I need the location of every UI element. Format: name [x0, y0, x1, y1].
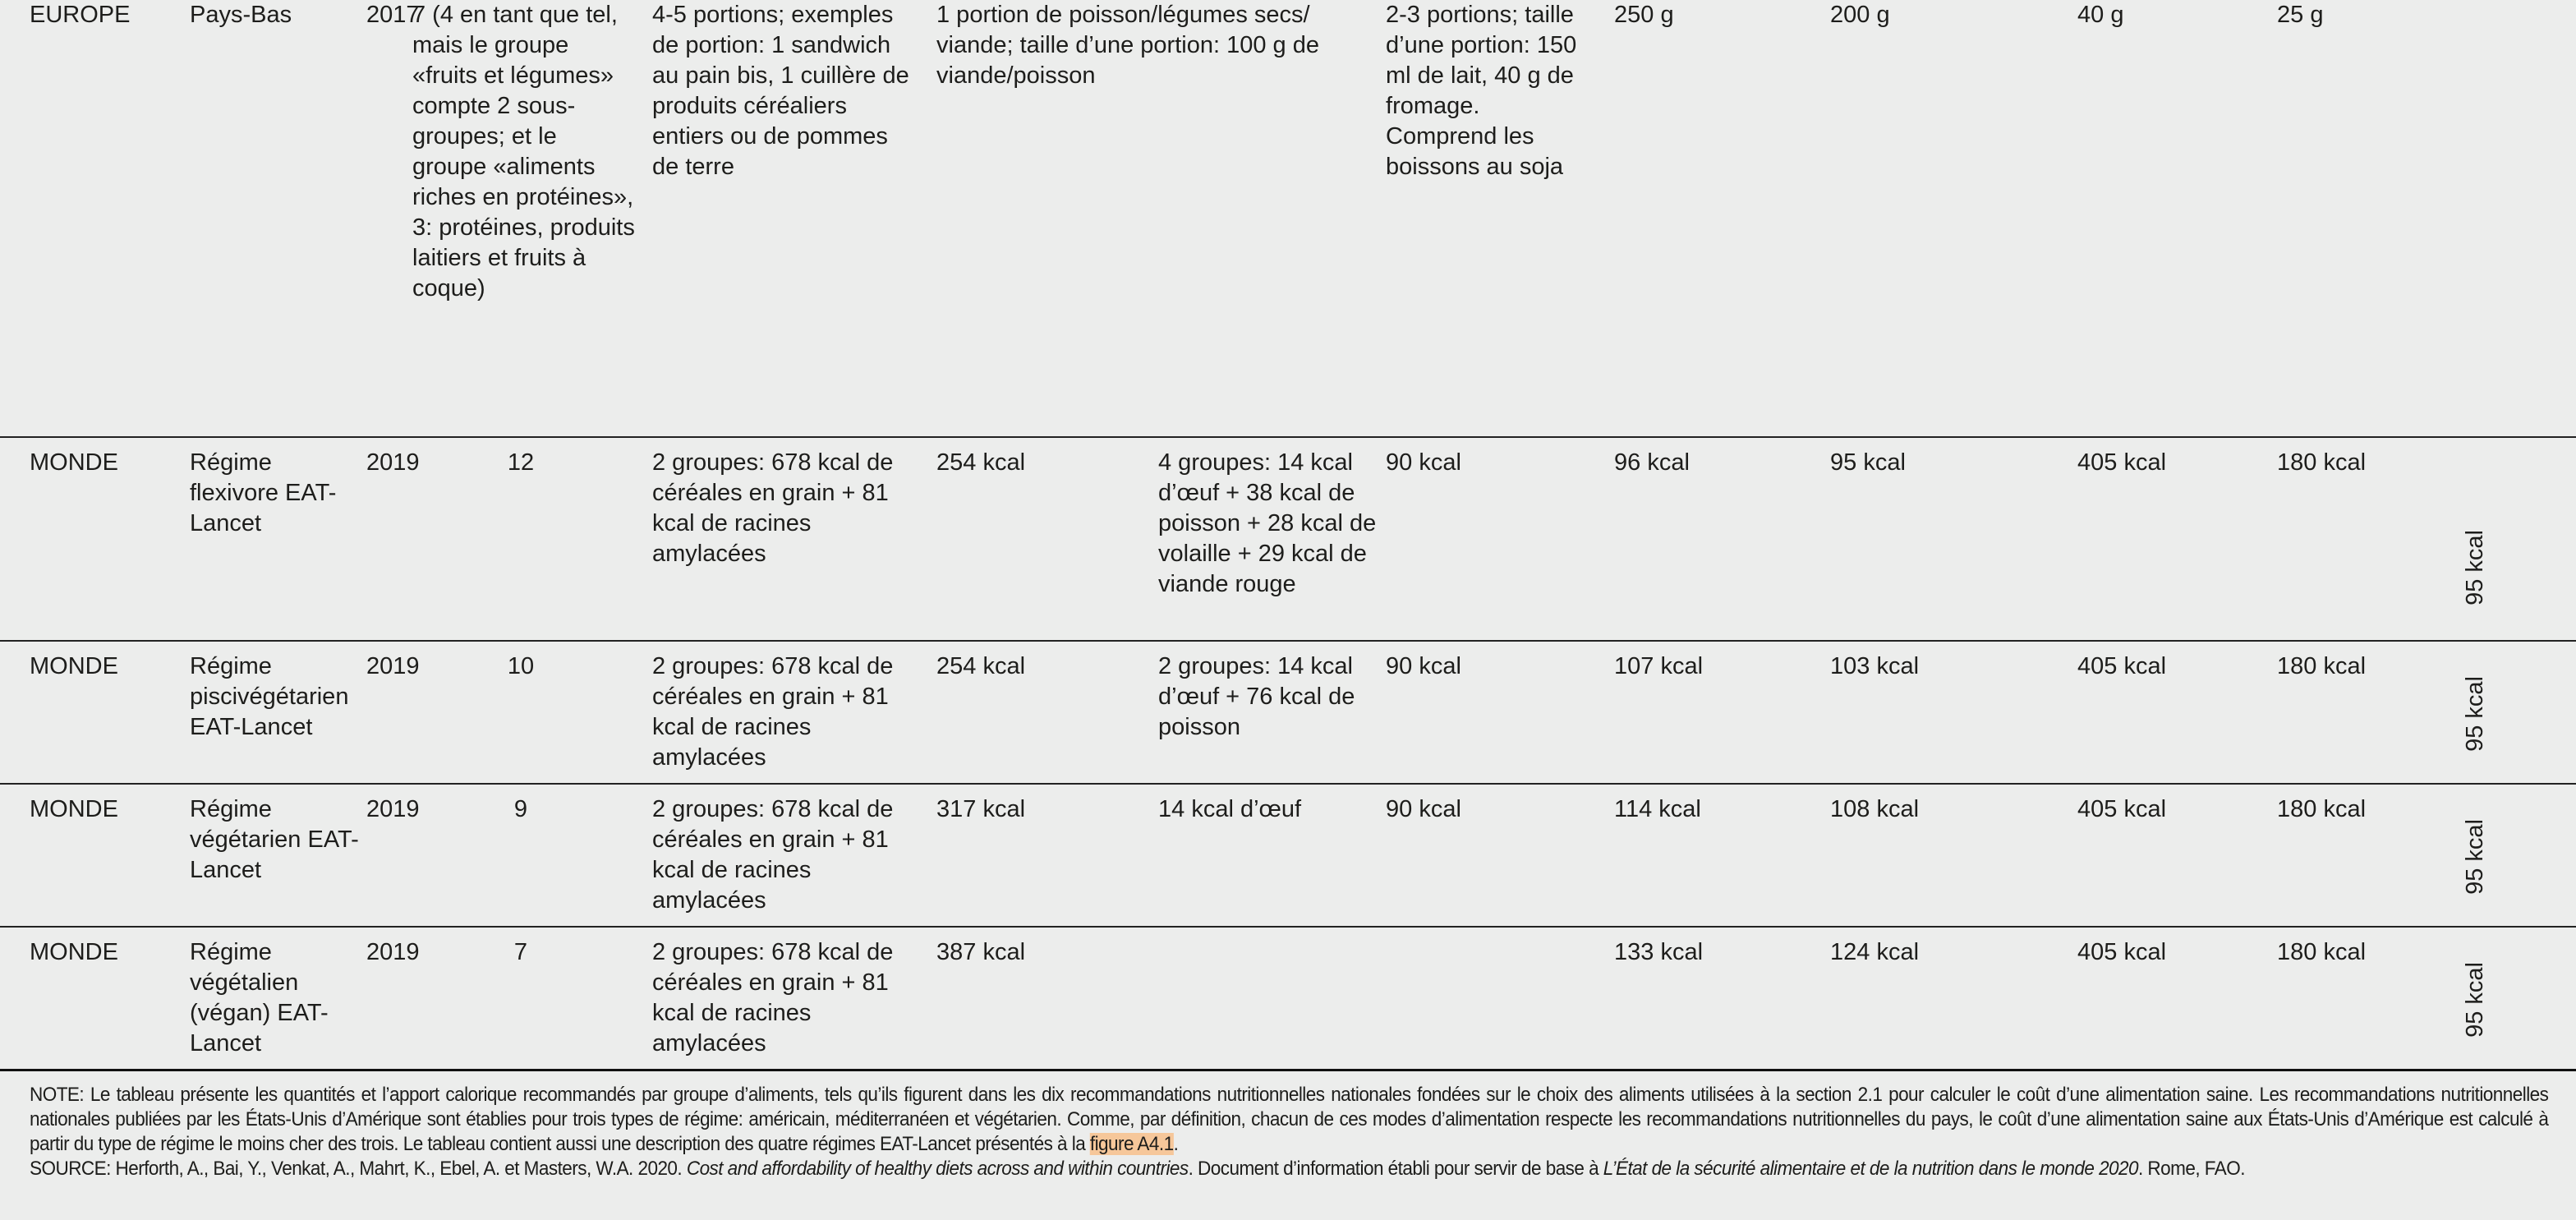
country-cell: Régime végétalien (végan) EAT-Lancet: [183, 927, 360, 1070]
extra-value: 95 kcal: [2462, 676, 2489, 752]
animal-protein-cell: 14 kcal d’œuf: [1153, 784, 1386, 927]
sugar-cell: 180 kcal: [2264, 641, 2431, 784]
groups-cell: 7 (4 en tant que tel, mais le groupe «fruits et légumes» compte 2 sous-groupes; et le groupe «aliments riches en protéines», 3: protéines, produits laitiers et fruits à coque): [412, 2, 635, 302]
starch-cell: 2 groupes: 678 kcal de céréales en grain + 81 kcal de racines amylacées: [646, 784, 932, 927]
vegetable-cell: 124 kcal: [1817, 927, 2064, 1070]
source-suffix: . Rome, FAO.: [2138, 1158, 2245, 1180]
fruit-cell: 250 g: [1614, 2, 1674, 28]
animal-protein-cell: [1153, 927, 1386, 1070]
plant-protein-cell: 254 kcal: [932, 437, 1153, 641]
table-row: [0, 437, 2576, 641]
country-cell: Régime flexivore EAT-Lancet: [183, 437, 360, 641]
extra-cell: [2431, 437, 2576, 641]
year-cell: 2017: [366, 2, 420, 28]
table-row: [0, 0, 2576, 437]
oil-cell: 405 kcal: [2064, 641, 2264, 784]
extra-value: 95 kcal: [2462, 819, 2489, 895]
table-row: [0, 927, 2576, 1070]
region-cell: EUROPE: [30, 2, 131, 28]
oil-cell: 405 kcal: [2064, 437, 2264, 641]
vegetable-cell: 95 kcal: [1817, 437, 2064, 641]
table-row: [0, 641, 2576, 784]
table-footnotes: [30, 1083, 2548, 1181]
year-cell: 2019: [360, 784, 404, 927]
starch-cell: 2 groupes: 678 kcal de céréales en grain + 81 kcal de racines amylacées: [646, 641, 932, 784]
note-paragraph: [30, 1083, 2548, 1157]
source-report-title: L’État de la sécurité alimentaire et de la nutrition dans le monde 2020: [1603, 1158, 2139, 1180]
fruit-cell: 107 kcal: [1601, 641, 1817, 784]
region-cell: MONDE: [0, 784, 183, 927]
country-cell: Pays-Bas: [190, 2, 292, 28]
fruit-cell: 96 kcal: [1601, 437, 1817, 641]
sugar-cell: 180 kcal: [2264, 927, 2431, 1070]
fruit-cell: 114 kcal: [1601, 784, 1817, 927]
vegetable-cell: 103 kcal: [1817, 641, 2064, 784]
source-title: Cost and affordability of healthy diets across and within countries: [686, 1158, 1189, 1180]
year-cell: 2019: [360, 641, 404, 784]
dairy-cell: 90 kcal: [1386, 437, 1601, 641]
vegetable-cell: 108 kcal: [1817, 784, 2064, 927]
sugar-cell: 25 g: [2277, 2, 2324, 28]
plant-protein-cell: 387 kcal: [932, 927, 1153, 1070]
extra-cell: [2431, 641, 2576, 784]
plant-protein-cell: 254 kcal: [932, 641, 1153, 784]
oil-cell: 405 kcal: [2064, 927, 2264, 1070]
groups-cell: 9: [404, 784, 646, 927]
figure-link[interactable]: figure A4.1: [1089, 1133, 1174, 1155]
groups-cell: 12: [404, 437, 646, 641]
country-cell: Régime végétarien EAT-Lancet: [183, 784, 360, 927]
year-cell: 2019: [360, 927, 404, 1070]
starch-cell: 2 groupes: 678 kcal de céréales en grain + 81 kcal de racines amylacées: [646, 437, 932, 641]
source-prefix: SOURCE: Herforth, A., Bai, Y., Venkat, A., Mahrt, K., Ebel, A. et Masters, W.A. 2020.: [30, 1158, 687, 1180]
dairy-cell: 2-3 portions; taille d’une portion: 150 ml de lait, 40 g de fromage. Comprend les boissons au soja: [1386, 2, 1577, 180]
protein-cell: 1 portion de poisson/légumes secs/ viande; taille d’une portion: 100 g de viande/poisson: [936, 2, 1319, 89]
groups-cell: 10: [404, 641, 646, 784]
extra-value: 95 kcal: [2462, 530, 2489, 605]
extra-cell: [2431, 784, 2576, 927]
oil-cell: 405 kcal: [2064, 784, 2264, 927]
region-cell: MONDE: [0, 927, 183, 1070]
animal-protein-cell: 4 groupes: 14 kcal d’œuf + 38 kcal de poisson + 28 kcal de volaille + 29 kcal de viande rouge: [1153, 437, 1386, 641]
fruit-cell: 133 kcal: [1601, 927, 1817, 1070]
dairy-cell: 90 kcal: [1386, 641, 1601, 784]
source-middle: . Document d’information établi pour servir de base à: [1188, 1158, 1603, 1180]
plant-protein-cell: 317 kcal: [932, 784, 1153, 927]
sugar-cell: 180 kcal: [2264, 437, 2431, 641]
region-cell: MONDE: [0, 641, 183, 784]
region-cell: MONDE: [0, 437, 183, 641]
country-cell: Régime piscivégétarien EAT-Lancet: [183, 641, 360, 784]
vegetable-cell: 200 g: [1830, 2, 1890, 28]
note-text: NOTE: Le tableau présente les quantités et l’apport calorique recommandés par groupe d’aliments, tels qu’ils figurent dans les dix recommandations nutritionnelles nationales fondées sur le choix des aliments utilisées à la section 2.1 pour calculer le coût d’une alimentation saine. Les recommandations nutritionnelles nationales publiées par les États-Unis d’Amérique sont établies pour trois types de régime: américain, méditerranéen et végétarien. Comme, par définition, chacun de ces modes d’alimentation respecte les recommandations nutritionnelles du pays, le coût d’une alimentation saine aux États-Unis d’Amérique est calculé à partir du type de régime le moins cher des trois. Le tableau contient aussi une description des quatre régimes EAT-Lancet présentés à la: [30, 1084, 2549, 1155]
dairy-cell: 90 kcal: [1386, 784, 1601, 927]
table-row: [0, 784, 2576, 927]
oil-cell: 40 g: [2077, 2, 2124, 28]
extra-cell: [2431, 0, 2576, 437]
sugar-cell: 180 kcal: [2264, 784, 2431, 927]
source-paragraph: [30, 1157, 2548, 1181]
starch-cell: 4-5 portions; exemples de portion: 1 sandwich au pain bis, 1 cuillère de produits céréaliers entiers ou de pommes de terre: [652, 2, 909, 180]
extra-value: 95 kcal: [2462, 961, 2489, 1038]
year-cell: 2019: [360, 437, 404, 641]
note-end: .: [1173, 1133, 1179, 1155]
extra-cell: [2431, 927, 2576, 1070]
dairy-cell: [1386, 927, 1601, 1070]
starch-cell: 2 groupes: 678 kcal de céréales en grain + 81 kcal de racines amylacées: [646, 927, 932, 1070]
animal-protein-cell: 2 groupes: 14 kcal d’œuf + 76 kcal de poisson: [1153, 641, 1386, 784]
groups-cell: 7: [404, 927, 646, 1070]
